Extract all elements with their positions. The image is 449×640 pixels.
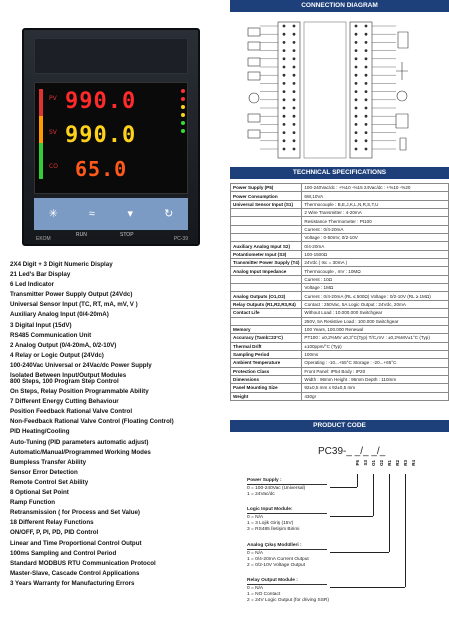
terminal-screw — [293, 107, 296, 110]
sv-label: SV — [49, 129, 57, 136]
terminal-screw — [365, 41, 368, 44]
feature-item: Auxiliary Analog Input (0/4-20mA) — [10, 311, 109, 319]
product-code-slot: R4 — [411, 460, 416, 466]
product-code-option: 1 = NO Contact — [247, 592, 281, 597]
keypad — [34, 198, 188, 230]
spec-row — [231, 350, 449, 358]
feature-item: 6 Led Indicator — [10, 281, 55, 289]
technical-specifications-header: TECHNICAL SPECIFICATIONS — [230, 167, 449, 179]
spec-key: Analog Input Impedance — [231, 267, 302, 275]
led-ext — [181, 129, 185, 133]
run-label: RUN — [76, 232, 87, 238]
product-code-slot: R3 — [403, 460, 408, 466]
terminal-block-right — [350, 22, 372, 158]
terminal-screw — [365, 131, 368, 134]
spec-key: Sampling Period — [231, 350, 302, 358]
product-code-option: 1 = 24Vac/dc — [247, 492, 275, 497]
feature-item: Standard MODBUS RTU Communication Protocol — [10, 559, 156, 567]
spec-value: Resistance Thermometer : Pt100 — [302, 217, 449, 225]
spec-row — [231, 192, 449, 200]
spec-value: 430gr — [302, 392, 449, 400]
terminal-screw — [365, 57, 368, 60]
spec-key: Power Supply (P5) — [231, 184, 302, 192]
terminal-screw — [355, 25, 358, 28]
spec-row — [231, 200, 449, 208]
terminal-screw — [283, 131, 286, 134]
pv-value: 990.0 — [65, 89, 137, 114]
product-code-group — [247, 543, 327, 569]
spec-value: 100-1500Ω — [302, 250, 449, 258]
product-code-slot: O1 — [371, 460, 376, 467]
brand-logo: EKOM — [36, 236, 51, 242]
feature-item: Isolated Between Input/Output Modules — [10, 372, 127, 380]
product-code-slot: P5 — [355, 460, 360, 466]
terminal-screw — [355, 107, 358, 110]
co-value: 65.0 — [75, 157, 128, 181]
terminal-screw — [365, 74, 368, 77]
terminal-screw — [365, 49, 368, 52]
feature-item: Universal Sensor Input (TC, RT, mA, mV, V ) — [10, 301, 138, 309]
terminal-screw — [293, 66, 296, 69]
terminal-screw — [283, 115, 286, 118]
spec-value: 0/4-20mA — [302, 242, 449, 250]
key-cycle-button[interactable]: ↻ — [164, 208, 174, 220]
spec-key: Power Consumption — [231, 192, 302, 200]
spec-key: Analog Outputs (O1,O2) — [231, 292, 302, 300]
terminal-screw — [293, 139, 296, 142]
spec-value: Current : 10Ω — [302, 275, 449, 283]
product-code-group-title: Analog Çıkış Modülleri : — [247, 543, 302, 548]
spec-row — [231, 209, 449, 217]
feature-item: Transmitter Power Supply Output (24Vdc) — [10, 291, 133, 299]
spec-row — [231, 392, 449, 400]
leader-line — [405, 474, 406, 587]
product-code-option: 1 = 3 Lojik Giriş (15V) — [247, 521, 294, 526]
terminal-screw — [355, 33, 358, 36]
terminal-screw — [365, 107, 368, 110]
spec-value: Thermocouple : B,E,J,K,L,N,R,S,T,U — [302, 200, 449, 208]
spec-key: Contact Life — [231, 309, 302, 317]
product-code-option: 0 = N/A — [247, 586, 264, 591]
spec-key: Dimensions — [231, 375, 302, 383]
spec-row — [231, 259, 449, 267]
terminal-screw — [355, 49, 358, 52]
feature-item: Retransmission ( for Process and Set Value) — [10, 509, 140, 517]
terminal-screw — [293, 148, 296, 151]
feature-item: On Steps, Relay Position Programmable Ability — [10, 388, 149, 396]
terminal-screw — [293, 90, 296, 93]
spec-row — [231, 250, 449, 258]
terminal-screw — [293, 115, 296, 118]
stop-label: STOP — [120, 232, 134, 238]
spec-value: Voltage : 0-50mV, 0/2-10V — [302, 234, 449, 242]
spec-row — [231, 284, 449, 292]
terminal-screw — [355, 131, 358, 134]
product-code-option: 2 = 24V Logic Output (for driving SSR) — [247, 598, 329, 603]
feature-list-software — [10, 377, 225, 589]
spec-value: Width : 96mm Height : 96mm Depth : 110mm — [302, 375, 449, 383]
spec-key: Accuracy (Tamb=23°C) — [231, 334, 302, 342]
spec-key — [231, 284, 302, 292]
bar-graph — [39, 89, 43, 179]
led-al2 — [181, 97, 185, 101]
sv-value: 990.0 — [65, 123, 137, 148]
terminal-screw — [283, 25, 286, 28]
feature-item: Linear and Time Proportional Control Output — [10, 539, 142, 547]
terminal-screw — [283, 82, 286, 85]
terminal-screw — [355, 148, 358, 151]
spec-key — [231, 225, 302, 233]
spec-key — [231, 217, 302, 225]
group-underline — [247, 484, 327, 485]
feature-item: ON/OFF, P, PI, PD, PID Control — [10, 529, 99, 537]
display-window — [34, 82, 188, 194]
spec-value: 100 Years, 100.000 Renewal — [302, 325, 449, 333]
spec-value: Front Panel: IP54 Body : IP20 — [302, 367, 449, 375]
spec-row — [231, 309, 449, 317]
product-code-option: 3 = RS485 İletişim Birimi — [247, 527, 300, 532]
spec-value: 6W,10VA — [302, 192, 449, 200]
spec-row — [231, 225, 449, 233]
feature-item: 100ms Sampling and Control Period — [10, 549, 117, 557]
led-al1 — [181, 89, 185, 93]
terminal-screw — [293, 98, 296, 101]
group-underline — [247, 549, 327, 550]
spec-value: Contact : 250Vac, 5A Logic Output : 24Vdc, 20mA — [302, 300, 449, 308]
feature-item: Master-Slave, Cascade Control Applications — [10, 569, 140, 577]
spec-row — [231, 342, 449, 350]
terminal-screw — [293, 82, 296, 85]
spec-row — [231, 384, 449, 392]
product-code-option: 1 = 0/4-20mA Current Output — [247, 557, 309, 562]
terminal-screw — [365, 66, 368, 69]
product-code-option: 2 = 0/2-10V Voltage Output — [247, 563, 306, 568]
product-code-slot: R1 — [387, 460, 392, 466]
product-code-option: 0 = N/A — [247, 515, 264, 520]
product-code-group — [247, 578, 329, 604]
pv-display — [49, 89, 179, 113]
co-label: CO — [49, 163, 58, 170]
terminal-screw — [365, 123, 368, 126]
spec-row — [231, 359, 449, 367]
spec-value: Current : 0/4-20mA (RL ≤ 500Ω) Voltage : 0/2-10V (RL ≥ 1MΩ) — [302, 292, 449, 300]
feature-item: Bumpless Transfer Ability — [10, 458, 87, 466]
terminal-screw — [355, 82, 358, 85]
spec-value: Without Load : 10.000.000 Switchgear — [302, 309, 449, 317]
sv-display — [49, 123, 179, 147]
product-code-group — [247, 478, 327, 498]
spec-value: 250V, 5A Resistive Load : 100.000 Switchgear — [302, 317, 449, 325]
spec-value: Voltage : 1MΩ — [302, 284, 449, 292]
terminal-screw — [293, 33, 296, 36]
terminal-screw — [365, 25, 368, 28]
terminal-screw — [283, 33, 286, 36]
spec-row — [231, 367, 449, 375]
feature-item: 8 Optional Set Point — [10, 489, 69, 497]
terminal-screw — [283, 139, 286, 142]
spec-key: Auxiliary Analog Input S2) — [231, 242, 302, 250]
key-down-button[interactable]: ▾ — [127, 208, 134, 220]
leader-line — [330, 587, 405, 588]
spec-value: 24Vdc ( Isc = 30mA ) — [302, 259, 449, 267]
spec-key: Protection Class — [231, 367, 302, 375]
spec-key: Weight — [231, 392, 302, 400]
led-al3 — [181, 105, 185, 109]
terminal-screw — [355, 98, 358, 101]
terminal-screw — [283, 90, 286, 93]
product-code-slot: R2 — [395, 460, 400, 466]
feature-item: 7 Different Energy Cutting Behaviour — [10, 398, 119, 406]
leader-line — [373, 474, 374, 516]
product-code-group — [247, 507, 327, 533]
leader-line — [330, 516, 373, 517]
group-underline — [247, 584, 327, 585]
terminal-screw — [355, 66, 358, 69]
terminal-screw — [365, 90, 368, 93]
feature-item: Non-Feedback Rational Valve Control (Floating Control) — [10, 418, 174, 426]
feature-item: 3 Digital Input (15dV) — [10, 321, 72, 329]
connection-diagram — [230, 14, 449, 164]
led-al4 — [181, 113, 185, 117]
spec-key: Panel Mounting Size — [231, 384, 302, 392]
spec-key: Memory — [231, 325, 302, 333]
terminal-screw — [283, 148, 286, 151]
terminal-screw — [293, 131, 296, 134]
spec-row — [231, 267, 449, 275]
leader-line — [330, 552, 389, 553]
model-label: PC-39 — [173, 236, 188, 242]
spec-row — [231, 217, 449, 225]
pv-label: PV — [49, 95, 57, 102]
spec-key: Potantiometer Input (S3) — [231, 250, 302, 258]
feature-item: 800 Steps, 100 Program Step Control — [10, 378, 119, 385]
feature-item: 21 Led's Bar Display — [10, 271, 71, 279]
spec-row — [231, 275, 449, 283]
terminal-screw — [365, 139, 368, 142]
product-code-header: PRODUCT CODE — [230, 420, 449, 432]
spec-row — [231, 242, 449, 250]
product-code-group-title: Logic Input Module: — [247, 507, 293, 512]
terminal-screw — [355, 57, 358, 60]
terminal-screw — [283, 66, 286, 69]
terminal-screw — [365, 82, 368, 85]
spec-row — [231, 292, 449, 300]
connection-diagram-header: CONNECTION DIAGRAM — [230, 0, 449, 12]
terminal-screw — [355, 41, 358, 44]
spec-row — [231, 375, 449, 383]
spec-row — [231, 234, 449, 242]
terminal-screw — [355, 123, 358, 126]
spec-row — [231, 334, 449, 342]
terminal-screw — [283, 74, 286, 77]
spec-value: 92±0,5 mm x 92±0,5 mm — [302, 384, 449, 392]
feature-item: PID Heating/Cooling — [10, 428, 70, 436]
leader-line — [389, 474, 390, 552]
spec-value: 100-240Vac/dc : +%10 -%15 24Vac/dc : +%10 -%20 — [302, 184, 449, 192]
feature-item: 3 Years Warranty for Manufacturing Errors — [10, 579, 135, 587]
terminal-screw — [293, 41, 296, 44]
key-set-button[interactable]: ✳ — [48, 208, 58, 220]
feature-list-hardware — [10, 260, 225, 381]
device-outline — [304, 22, 346, 158]
feature-item: 2X4 Digit + 3 Digit Numeric Display — [10, 261, 113, 268]
spec-row — [231, 184, 449, 192]
led-out — [181, 121, 185, 125]
terminal-screw — [365, 148, 368, 151]
spec-value: ±100ppm/°C (Typ) — [302, 342, 449, 350]
terminal-block-left — [278, 22, 300, 158]
feature-item: RS485 Communication Unit — [10, 331, 92, 339]
spec-value: Current : 0/4-20mA — [302, 225, 449, 233]
spec-table — [230, 183, 449, 401]
terminal-screw — [365, 115, 368, 118]
product-code-slot: O2 — [379, 460, 384, 467]
terminal-screw — [283, 98, 286, 101]
spec-value: Thermocouple , mV : 10MΩ — [302, 267, 449, 275]
terminal-screw — [293, 25, 296, 28]
spec-key: Universal Sensor Input (S1) — [231, 200, 302, 208]
controller-front-panel — [22, 28, 200, 246]
feature-item: Automatic/Manual/Programmed Working Modes — [10, 448, 151, 456]
terminal-screw — [283, 57, 286, 60]
product-code-option: 0 = 100-240Vac (Universal) — [247, 486, 306, 491]
led-indicators — [181, 89, 187, 137]
leader-line — [330, 487, 357, 488]
spec-key: Ambient Temperature — [231, 359, 302, 367]
product-code-group-title: Power Supply : — [247, 478, 282, 483]
feature-item: 2 Analog Output (0/4-20mA, 0/2-10V) — [10, 341, 117, 349]
spec-key — [231, 234, 302, 242]
product-code-pattern: PC39-_ _/_ _/_ — [318, 446, 386, 457]
product-code-group-title: Relay Output Module : — [247, 578, 298, 583]
spec-key: Relay Outputs (R1,R2,R3,R4) — [231, 300, 302, 308]
terminal-screw — [293, 49, 296, 52]
terminal-screw — [293, 123, 296, 126]
spec-key — [231, 317, 302, 325]
leader-line — [357, 474, 358, 487]
terminal-screw — [283, 107, 286, 110]
terminal-screw — [293, 74, 296, 77]
terminal-screw — [365, 33, 368, 36]
spec-value: 100ms — [302, 350, 449, 358]
spec-value: PT100 : ±0,2%MV ±0,3°C(Typ) T/C,mV : ±0,2%MV±1°C (Typ) — [302, 334, 449, 342]
co-display — [49, 157, 179, 181]
group-underline — [247, 513, 327, 514]
spec-value: Operating : -10...+55°C Storage : -20...+65°C — [302, 359, 449, 367]
terminal-screw — [355, 139, 358, 142]
spec-value: 2 Wire Transmitter : 4-20mA — [302, 209, 449, 217]
spec-row — [231, 300, 449, 308]
product-code-option: 0 = N/A — [247, 551, 264, 556]
product-code-slot: S3 — [363, 460, 368, 466]
feature-item: Auto-Tuning (PID parameters automatic adjust) — [10, 438, 149, 446]
feature-item: 100-240Vac Universal or 24Vac/dc Power Supply — [10, 361, 152, 369]
spec-key: Thermal Drift — [231, 342, 302, 350]
spec-key: Transmitter Power Supply (T4) — [231, 259, 302, 267]
terminal-screw — [355, 74, 358, 77]
feature-item: Sensor Error Detection — [10, 468, 78, 476]
terminal-screw — [355, 90, 358, 93]
key-up-button[interactable]: ≈ — [88, 208, 95, 220]
terminal-screw — [293, 57, 296, 60]
terminal-screw — [283, 41, 286, 44]
display-header-strip — [34, 38, 188, 74]
feature-item: Remote Control Set Ability — [10, 478, 89, 486]
terminal-screw — [355, 115, 358, 118]
terminal-screw — [365, 98, 368, 101]
spec-key — [231, 275, 302, 283]
feature-item: Position Feedback Rational Valve Control — [10, 408, 133, 416]
terminal-screw — [283, 49, 286, 52]
feature-item: 18 Different Relay Functions — [10, 519, 94, 527]
feature-item: Ramp Function — [10, 499, 56, 507]
spec-row — [231, 325, 449, 333]
spec-key — [231, 209, 302, 217]
feature-item: 4 Relay or Logic Output (24Vdc) — [10, 351, 104, 359]
spec-row — [231, 317, 449, 325]
terminal-screw — [283, 123, 286, 126]
